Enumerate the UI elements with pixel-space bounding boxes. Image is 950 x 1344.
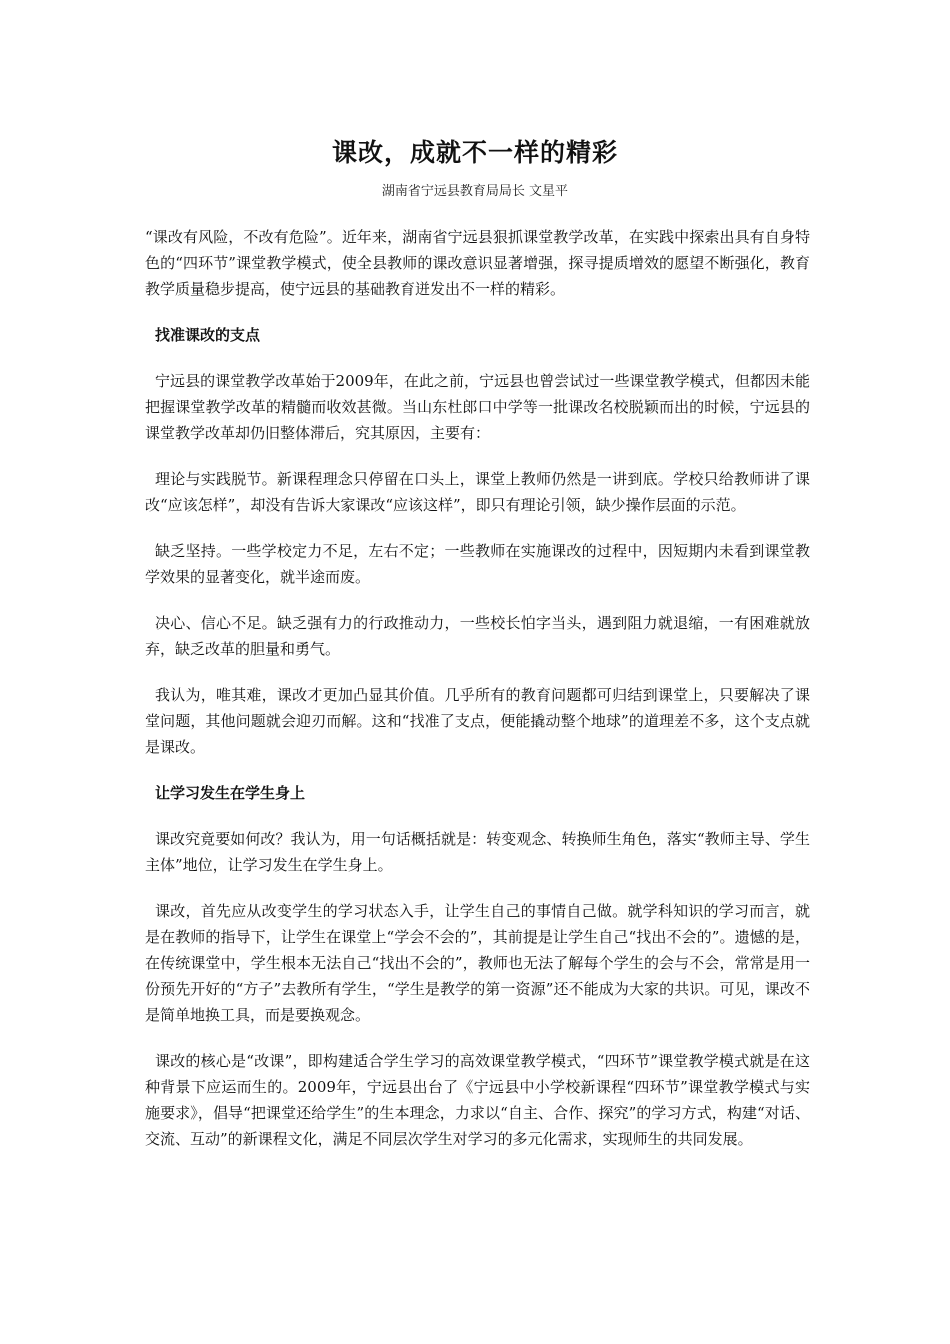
section-1-paragraph-5: 我认为，唯其难，课改才更加凸显其价值。几乎所有的教育问题都可归结到课堂上，只要解决了课堂问题，其他问题就会迎刃而解。这和“找准了支点，便能撬动整个地球”的道理差不多，这个支点就是课改。 <box>145 686 810 756</box>
article-body <box>145 224 810 1172</box>
section-1-paragraph-3: 缺乏坚持。一些学校定力不足，左右不定；一些教师在实施课改的过程中，因短期内未看到课堂教学效果的显著变化，就半途而废。 <box>145 542 810 586</box>
intro-paragraph: “课改有风险，不改有危险”。近年来，湖南省宁远县狠抓课堂教学改革，在实践中探索出具有自身特色的“四环节”课堂教学模式，使全县教师的课改意识显著增强，探寻提质增效的愿望不断强化，教育教学质量稳步提高，使宁远县的基础教育迸发出不一样的精彩。 <box>145 228 810 298</box>
article-title: 课改，成就不一样的精彩 <box>331 138 618 167</box>
article-byline: 湖南省宁远县教育局局长 文星平 <box>381 184 569 199</box>
section-1-paragraph-1: 宁远县的课堂教学改革始于2009年，在此之前，宁远县也曾尝试过一些课堂教学模式，但都因未能把握课堂教学改革的精髓而收效甚微。当山东杜郎口中学等一批课改名校脱颖而出的时候，宁远县的课堂教学改革却仍旧整体滞后，究其原因，主要有： <box>145 372 810 442</box>
section-1-paragraph-4: 决心、信心不足。缺乏强有力的行政推动力，一些校长怕字当头，遇到阻力就退缩，一有困难就放弃，缺乏改革的胆量和勇气。 <box>145 614 810 658</box>
section-2-paragraph-2: 课改，首先应从改变学生的学习状态入手，让学生自己的事情自己做。就学科知识的学习而言，就是在教师的指导下，让学生在课堂上“学会不会的”，其前提是让学生自己“找出不会的”。遗憾的是，在传统课堂中，学生根本无法自己“找出不会的”，教师也无法了解每个学生的会与不会，常常是用一份预先开好的“方子”去教所有学生，“学生是教学的第一资源”还不能成为大家的共识。可见，课改不是简单地换工具，而是要换观念。 <box>145 902 810 1024</box>
section-2-paragraph-1: 课改究竟要如何改？我认为，用一句话概括就是：转变观念、转换师生角色，落实“教师主导、学生主体”地位，让学习发生在学生身上。 <box>145 830 810 874</box>
section-1-paragraph-2: 理论与实践脱节。新课程理念只停留在口头上，课堂上教师仍然是一讲到底。学校只给教师讲了课改“应该怎样”，却没有告诉大家课改“应该这样”，即只有理论引领，缺少操作层面的示范。 <box>145 470 810 514</box>
section-heading-1: 找准课改的支点 <box>155 326 261 344</box>
section-heading-2: 让学习发生在学生身上 <box>155 784 306 802</box>
section-2-paragraph-3: 课改的核心是“改课”，即构建适合学生学习的高效课堂教学模式，“四环节”课堂教学模式就是在这种背景下应运而生的。2009年，宁远县出台了《宁远县中小学校新课程“四环节”课堂教学模式与实施要求》，倡导“把课堂还给学生”的生本理念，力求以“自主、合作、探究”的学习方式，构建“对话、交流、互动”的新课程文化，满足不同层次学生对学习的多元化需求，实现师生的共同发展。 <box>145 1052 810 1148</box>
